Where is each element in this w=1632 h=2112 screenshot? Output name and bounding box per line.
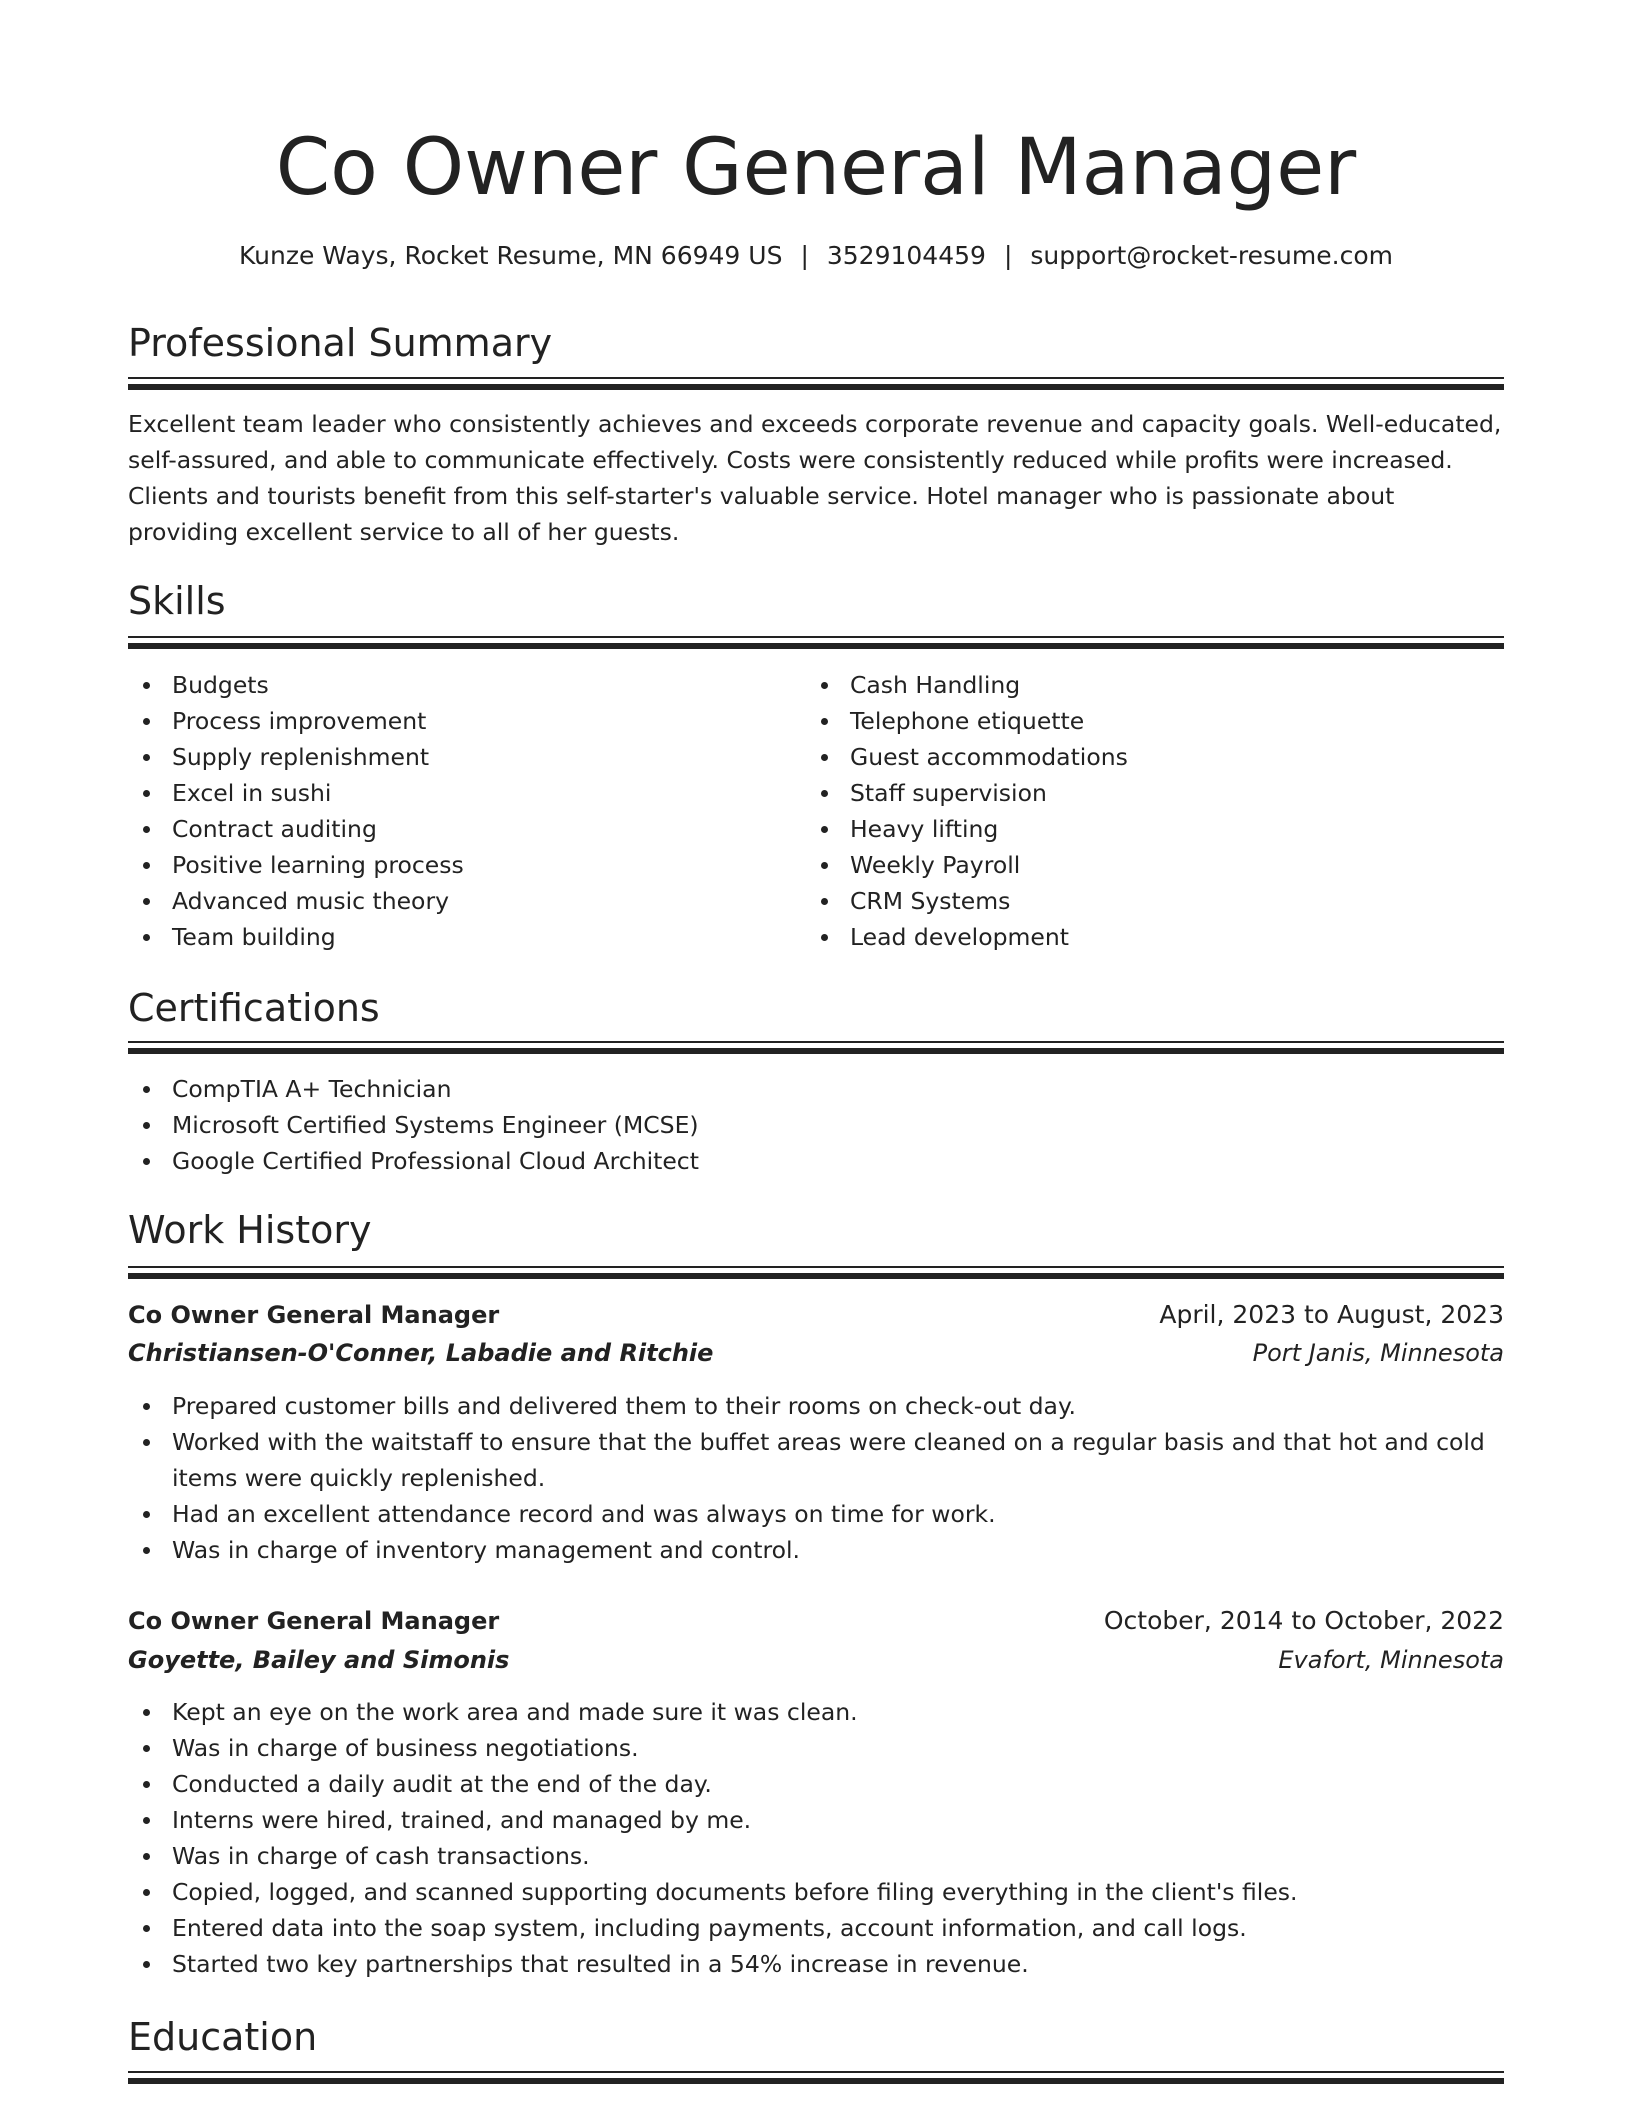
job-bullet: Kept an eye on the work area and made sure it was clean. [128, 1694, 1504, 1730]
section-divider [128, 1041, 1504, 1055]
job-bullet: Started two key partnerships that resulted in a 54% increase in revenue. [128, 1946, 1504, 1982]
contact-separator: | [800, 241, 809, 270]
job-bullet: Was in charge of cash transactions. [128, 1838, 1504, 1874]
skill-item: Weekly Payroll [806, 847, 1466, 883]
contact-email[interactable]: support@rocket-resume.com [1030, 241, 1393, 270]
job-subheader [128, 1641, 1504, 1679]
skill-item: Team building [128, 919, 788, 955]
skills-list-right [806, 667, 1466, 955]
skill-item: Excel in sushi [128, 775, 788, 811]
job-header [128, 1296, 1504, 1334]
job-bullet: Conducted a daily audit at the end of the day. [128, 1766, 1504, 1802]
contact-phone: 3529104459 [826, 241, 986, 270]
skill-item: Staff supervision [806, 775, 1466, 811]
certification-item: Google Certified Professional Cloud Architect [128, 1143, 1504, 1179]
contact-address: Kunze Ways, Rocket Resume, MN 66949 US [239, 241, 783, 270]
section-title-work-history: Work History [128, 1208, 372, 1252]
candidate-name: Co Owner General Manager [275, 123, 1357, 213]
skill-item: Contract auditing [128, 811, 788, 847]
job-bullet: Entered data into the soap system, including payments, account information, and call logs. [128, 1910, 1504, 1946]
job-bullet: Had an excellent attendance record and was always on time for work. [128, 1496, 1504, 1532]
section-divider [128, 636, 1504, 650]
certifications-list [128, 1071, 1504, 1179]
job-bullet: Prepared customer bills and delivered them to their rooms on check-out day. [128, 1388, 1504, 1424]
section-divider [128, 2071, 1504, 2085]
section-title-education: Education [128, 2015, 318, 2059]
section-title-summary: Professional Summary [128, 321, 553, 365]
job-title: Co Owner General Manager [128, 1607, 500, 1635]
job-bullet: Was in charge of inventory management and control. [128, 1532, 1504, 1568]
skill-item: Advanced music theory [128, 883, 788, 919]
skill-item: CRM Systems [806, 883, 1466, 919]
skill-item: Budgets [128, 667, 788, 703]
certification-item: Microsoft Certified Systems Engineer (MCSE) [128, 1107, 1504, 1143]
skill-item: Positive learning process [128, 847, 788, 883]
job-dates: October, 2014 to October, 2022 [1103, 1606, 1504, 1635]
job-bullet: Was in charge of business negotiations. [128, 1730, 1504, 1766]
job-company: Goyette, Bailey and Simonis [128, 1646, 510, 1674]
section-title-skills: Skills [128, 579, 226, 623]
job-bullet: Worked with the waitstaff to ensure that the buffet areas were cleaned on a regular basis and that hot and cold items were quickly replenished. [128, 1424, 1504, 1496]
job-title: Co Owner General Manager [128, 1301, 500, 1329]
skill-item: Cash Handling [806, 667, 1466, 703]
skill-item: Process improvement [128, 703, 788, 739]
job-location: Evafort, Minnesota [1278, 1646, 1504, 1674]
contact-line [128, 236, 1504, 276]
skill-item: Lead development [806, 919, 1466, 955]
section-divider [128, 1266, 1504, 1280]
summary-text: Excellent team leader who consistently achieves and exceeds corporate revenue and capacity goals. Well-educated, self-assured, and able to communicate effectively. Costs were consistently reduced while profits were increased. Clients and tourists benefit from this self-starter's valuable service. Hotel manager who is passionate about providing excellent service to all of her guests. [128, 410, 1502, 546]
job-dates: April, 2023 to August, 2023 [1159, 1300, 1504, 1329]
contact-separator: | [1003, 241, 1013, 270]
skill-item: Telephone etiquette [806, 703, 1466, 739]
job-location: Port Janis, Minnesota [1252, 1339, 1504, 1367]
job-subheader [128, 1334, 1504, 1372]
job-bullets [128, 1388, 1504, 1568]
skills-list-left [128, 667, 788, 955]
skill-item: Guest accommodations [806, 739, 1466, 775]
job-bullet: Copied, logged, and scanned supporting documents before filing everything in the client's files. [128, 1874, 1504, 1910]
job-bullet: Interns were hired, trained, and managed by me. [128, 1802, 1504, 1838]
job-bullets [128, 1694, 1504, 1982]
section-divider [128, 377, 1504, 391]
job-company: Christiansen-O'Conner, Labadie and Ritchie [128, 1339, 714, 1367]
certification-item: CompTIA A+ Technician [128, 1071, 1504, 1107]
skill-item: Supply replenishment [128, 739, 788, 775]
section-title-certifications: Certifications [128, 986, 380, 1030]
skill-item: Heavy lifting [806, 811, 1466, 847]
job-header [128, 1602, 1504, 1640]
